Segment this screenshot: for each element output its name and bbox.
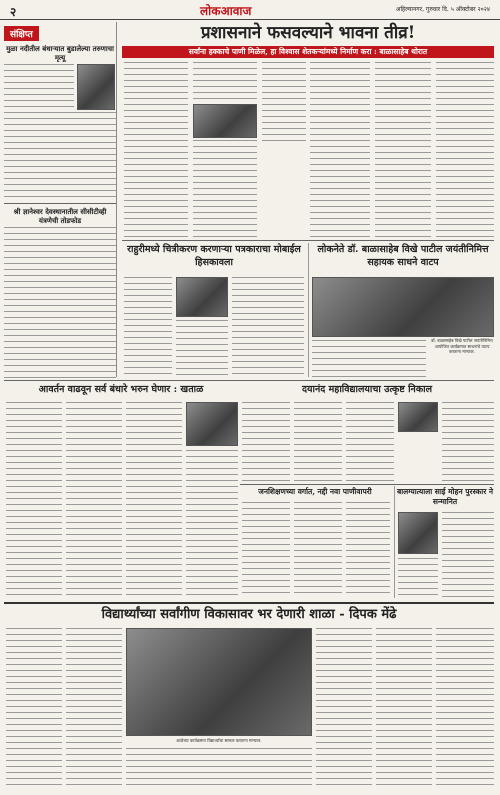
story-body <box>436 628 494 790</box>
story-headline-award: बालग्यात्याला साई मोहन पुरस्कार ने सन्मानित <box>396 487 494 506</box>
sidebar-briefs <box>4 22 117 377</box>
lead-body-col-3 <box>262 62 306 142</box>
story-body <box>442 402 494 482</box>
divider <box>240 484 494 485</box>
story-body <box>242 402 290 482</box>
column-divider <box>308 243 309 377</box>
lead-body-col-4 <box>310 62 370 238</box>
column-divider <box>394 486 395 598</box>
story-headline-vikhe: लोकनेते डॉ. बाळासाहेब विखे पाटील जयंतीनिमित्त सहायक साधने वाटप <box>317 244 489 268</box>
lead-subheadline-band: सर्वांना हक्काचे पाणी मिळेल, हा विश्वास शेतकऱ्यांमध्ये निर्माण करा : बाळासाहेब थोरात <box>122 46 494 58</box>
story-body <box>126 402 182 598</box>
lead-body-col-2b <box>193 140 257 238</box>
story-body <box>346 502 390 598</box>
divider <box>4 602 494 604</box>
brief-body-text <box>4 64 74 110</box>
story-body <box>186 450 238 598</box>
newspaper-logo: लोकआवाज <box>200 4 252 18</box>
story-body <box>66 402 122 598</box>
story-body <box>66 628 122 790</box>
story-headline-khatal: आवर्तन वाढवून सर्व बंधारे भरुन घेणार : खताळ <box>38 384 204 395</box>
story-body <box>294 402 342 482</box>
group-photo <box>186 402 238 446</box>
award-photo <box>398 512 438 554</box>
story-body <box>316 628 372 790</box>
event-photo <box>312 277 494 337</box>
student-photo <box>398 402 438 432</box>
brief-headline-2: श्री ज्ञानेश्वर देवस्थानातील सीसीटीव्ही यंत्रणेची तोडफोड <box>13 207 107 225</box>
story-headline-school: विद्यार्थ्यांच्या सर्वांगीण विकासावर भर देणारी शाळा - दिपक मेंढे <box>101 607 397 622</box>
page-number: २ <box>10 5 17 19</box>
story-headline-rahuri: राहुरीमध्ये चित्रीकरण करणाऱ्या पत्रकाराचा मोबाईल हिसकावला <box>127 244 301 268</box>
divider <box>4 380 494 381</box>
lead-portrait-photo <box>193 104 257 138</box>
masthead <box>0 0 500 20</box>
story-body <box>232 277 304 377</box>
brief-body-text <box>4 112 116 200</box>
story-body <box>294 502 342 598</box>
story-body <box>126 748 312 790</box>
photo-caption: डॉ. बाळासाहेब विखे पाटील जयंतीनिमित्त आयोजित कार्यक्रमात साधनांचे वाटप करताना मान्यवर. <box>431 338 493 354</box>
divider <box>122 240 494 241</box>
school-event-photo <box>126 628 312 736</box>
brief-body-text <box>4 227 116 383</box>
lead-body-col-5 <box>375 62 431 238</box>
story-body <box>176 320 228 377</box>
story-body <box>124 277 172 377</box>
story-headline-dayanand: दयानंद महाविद्यालयाचा उत्कृष्ट निकाल <box>301 384 433 395</box>
person-photo <box>77 64 115 110</box>
story-body <box>346 402 394 482</box>
story-body <box>442 512 494 598</box>
story-body <box>312 340 426 377</box>
photo-caption: शाळेच्या कार्यक्रमात विद्यार्थ्यांचा सत्कार करताना मान्यवर. <box>176 738 262 743</box>
lead-body-col-1 <box>124 62 188 238</box>
story-body <box>6 628 62 790</box>
group-photo <box>176 277 228 317</box>
dateline: अहिल्यानगर, गुरुवार दि. ५ ऑक्टोबर २०२४ <box>395 6 490 13</box>
section-tag: संक्षिप्त <box>4 26 39 41</box>
lead-body-col-2 <box>193 62 257 102</box>
brief-headline-1: मुळा नदीतील बंधाऱ्यात बुडालेल्या तरुणाचा मृत्यू <box>6 44 114 62</box>
story-body <box>376 628 432 790</box>
lead-headline: प्रशासनाने फसवल्याने भावना तीव्र! <box>200 23 416 43</box>
story-headline-janshikshan: जनशिक्षणच्या वर्गात, नद्दी नवा पाणीवापरी <box>258 487 372 496</box>
lead-body-col-6 <box>436 62 494 238</box>
story-body <box>398 558 438 598</box>
story-body <box>242 502 290 598</box>
story-body <box>6 402 62 598</box>
